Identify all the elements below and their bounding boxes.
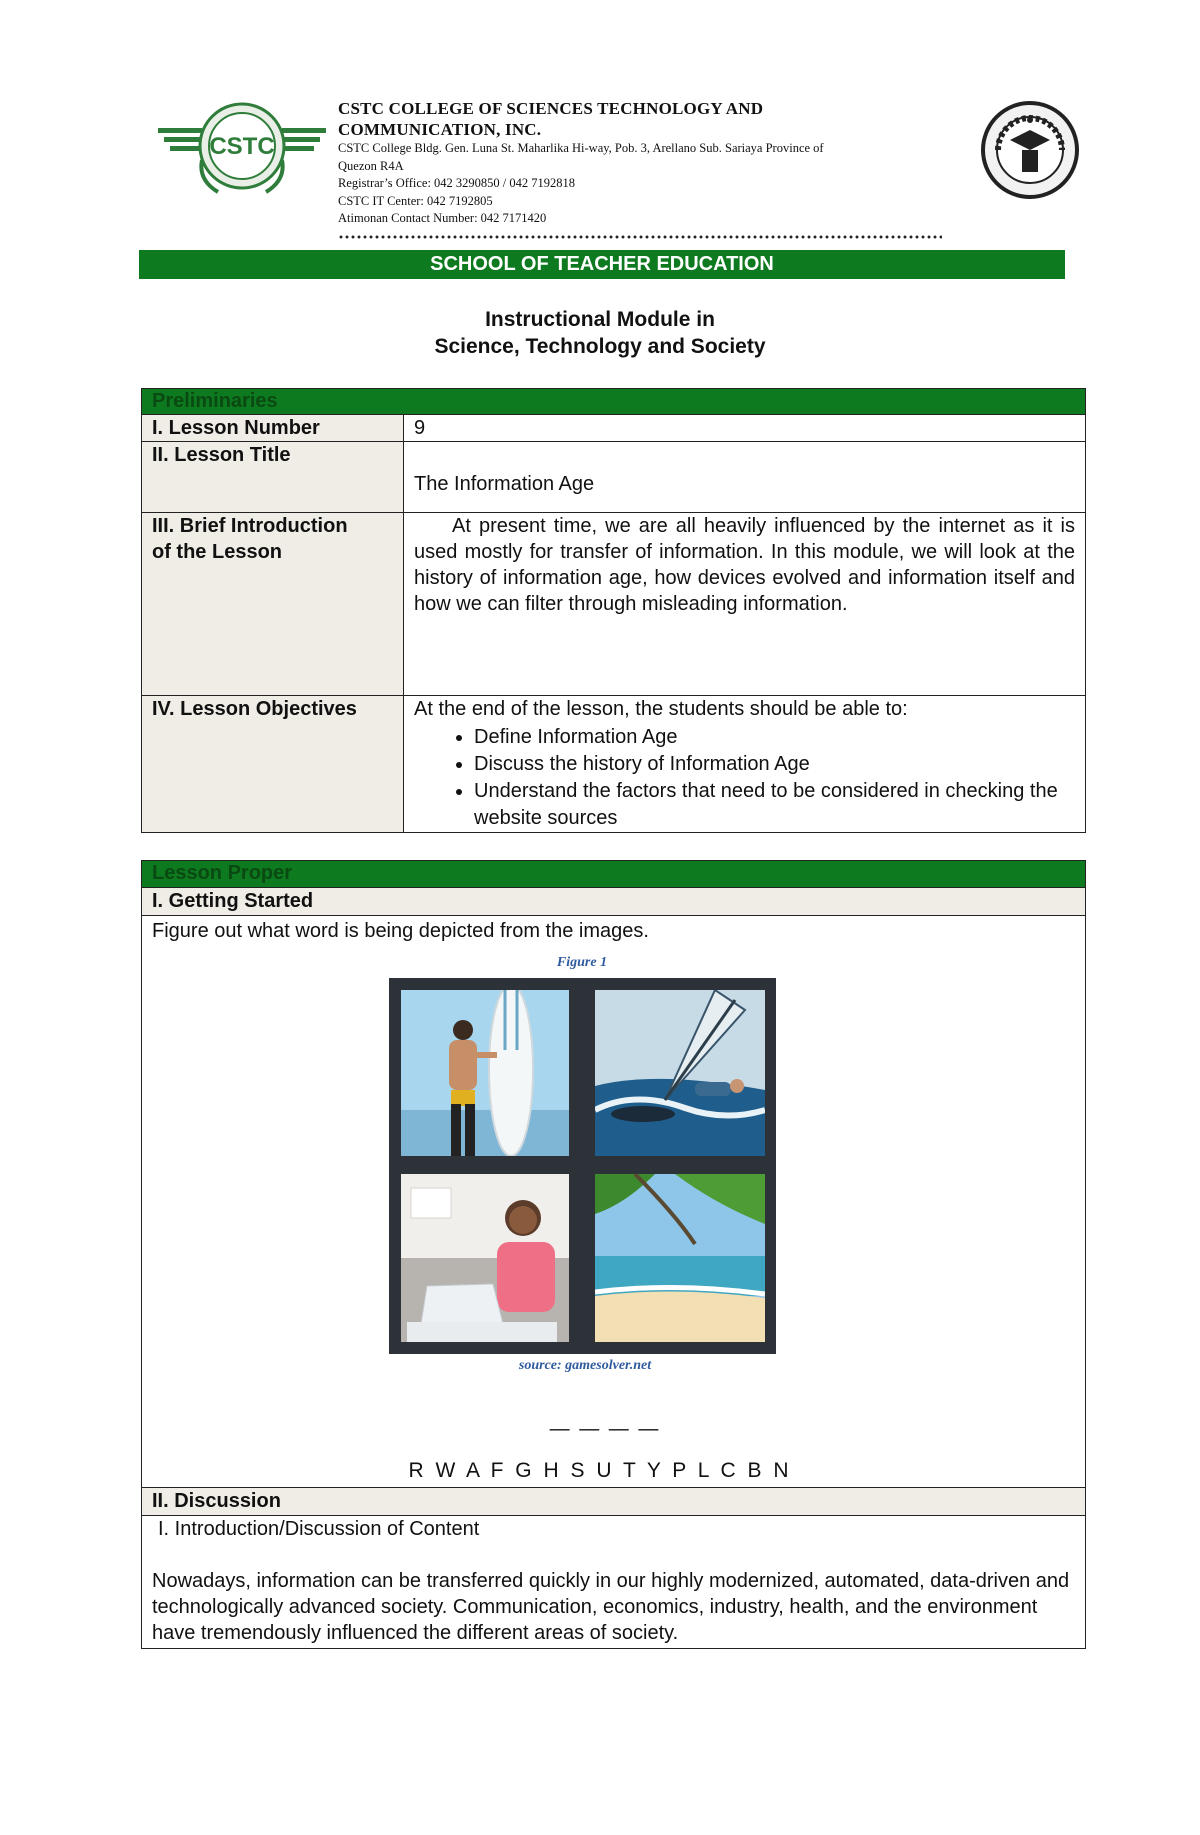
- answer-blanks: — — — —: [549, 1418, 661, 1440]
- intro-label-line1: III. Brief Introduction: [152, 515, 348, 537]
- intro-label-cell: [142, 513, 404, 696]
- college-name: CSTC COLLEGE OF SCIENCES TECHNOLOGY AND: [338, 99, 764, 118]
- figure-caption: Figure 1: [556, 955, 608, 970]
- beach-photo: [595, 1174, 765, 1342]
- lesson-proper-heading: Lesson Proper: [142, 861, 1086, 888]
- cstc-logo: [158, 100, 326, 200]
- preliminaries-heading: Preliminaries: [142, 389, 1086, 415]
- lesson-title-label: II. Lesson Title: [142, 442, 404, 513]
- lesson-number-label: I. Lesson Number: [142, 415, 404, 442]
- windsurfer-photo: [595, 990, 765, 1156]
- svg-text:CSTC: CSTC: [209, 133, 275, 160]
- school-bar: SCHOOL OF TEACHER EDUCATION: [139, 250, 1065, 279]
- college-name-2: COMMUNICATION, INC.: [338, 120, 542, 139]
- objectives-intro: At the end of the lesson, the students should be able to:: [414, 698, 908, 720]
- letter-bank: R W A F G H S U T Y P L C B N: [408, 1459, 792, 1482]
- objectives-list: [414, 724, 1075, 832]
- intro-label-line2: of the Lesson: [152, 541, 283, 563]
- preliminaries-table: [141, 388, 1086, 833]
- objectives-label: IV. Lesson Objectives: [142, 696, 404, 833]
- module-title-line1: Instructional Module in: [485, 308, 715, 331]
- four-pics-puzzle-image: [389, 978, 776, 1354]
- discussion-cell: [142, 1516, 1086, 1649]
- dotted-divider: [338, 234, 942, 240]
- lesson-title-value: The Information Age: [414, 473, 595, 495]
- discussion-text: Nowadays, information can be transferred quickly in our highly modernized, automated, data-driven and technologically advanced society. Communication, economics, industry, health, and the environment have tremendously influenced the different areas of society.: [152, 1570, 1070, 1644]
- instruction-text: Figure out what word is being depicted from the images.: [152, 920, 649, 942]
- objective-item: • Discuss the history of Information Age: [474, 751, 1075, 778]
- lesson-number-value: 9: [404, 415, 1086, 442]
- it-center-phone: CSTC IT Center: 042 7192805: [338, 193, 493, 208]
- discussion-subheading: I. Introduction/Discussion of Content: [158, 1518, 480, 1540]
- woman-laptop-photo: [401, 1174, 569, 1342]
- intro-text: At present time, we are all heavily influenced by the internet as it is used mostly for transfer of information. In this module, we will look at the history of information age, how devices evolved and information itself and how we can filter through misleading information.: [414, 515, 1075, 615]
- college-info: [338, 98, 988, 228]
- address-line-2: Quezon R4A: [338, 158, 404, 173]
- module-title: [300, 306, 900, 360]
- objectives-cell: [404, 696, 1086, 833]
- source-caption: source: gamesolver.net: [518, 1358, 652, 1373]
- intro-text-cell: [404, 513, 1086, 696]
- registrar-phone: Registrar’s Office: 042 3290850 / 042 7192818: [338, 176, 576, 190]
- module-title-line2: Science, Technology and Society: [434, 335, 766, 358]
- objective-item: • Understand the factors that need to be considered in checking the website sources: [474, 778, 1075, 832]
- objective-item: • Define Information Age: [474, 724, 1075, 751]
- atimonan-phone: Atimonan Contact Number: 042 7171420: [338, 211, 547, 225]
- discussion-label: II. Discussion: [142, 1488, 1086, 1516]
- getting-started-label: I. Getting Started: [142, 888, 1086, 916]
- teacher-education-seal: [980, 100, 1080, 200]
- surfer-photo: [401, 990, 569, 1156]
- lesson-title-cell: [404, 442, 1086, 513]
- address-line: CSTC College Bldg. Gen. Luna St. Maharlika Hi-way, Pob. 3, Arellano Sub. Sariaya Province of: [338, 141, 824, 155]
